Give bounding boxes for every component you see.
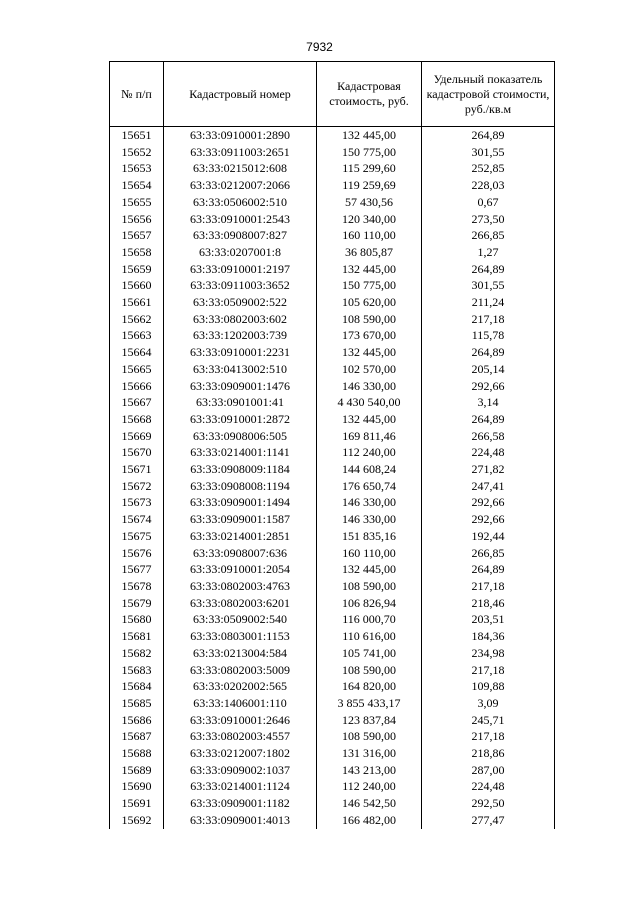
specific-value-cell: 3,09: [422, 695, 555, 712]
cadastral-value-cell: 108 590,00: [317, 311, 422, 328]
table-row: [110, 327, 555, 344]
row-number-cell: 15684: [110, 678, 164, 695]
specific-value-cell: 264,89: [422, 561, 555, 578]
cadastral-value-cell: 160 110,00: [317, 227, 422, 244]
table-row: [110, 194, 555, 211]
cadastral-number-cell: 63:33:0909001:1587: [164, 511, 317, 528]
specific-value-cell: 301,55: [422, 277, 555, 294]
cadastral-number-cell: 63:33:1202003:739: [164, 327, 317, 344]
row-number-cell: 15653: [110, 160, 164, 177]
cadastral-number-cell: 63:33:0911003:2651: [164, 144, 317, 161]
row-number-cell: 15651: [110, 127, 164, 144]
table-row: [110, 712, 555, 729]
table-row: [110, 545, 555, 562]
cadastral-value-cell: 102 570,00: [317, 361, 422, 378]
specific-value-cell: 252,85: [422, 160, 555, 177]
row-number-cell: 15688: [110, 745, 164, 762]
row-number-cell: 15671: [110, 461, 164, 478]
cadastral-number-cell: 63:33:0909001:1476: [164, 378, 317, 395]
cadastral-value-cell: 116 000,70: [317, 611, 422, 628]
cadastral-number-cell: 63:33:0910001:2197: [164, 261, 317, 278]
cadastral-number-cell: 63:33:0202002:565: [164, 678, 317, 695]
specific-value-cell: 292,66: [422, 494, 555, 511]
cadastral-value-cell: 106 826,94: [317, 595, 422, 612]
cadastral-value-cell: 132 445,00: [317, 344, 422, 361]
row-number-cell: 15667: [110, 394, 164, 411]
table-row: [110, 244, 555, 261]
cadastral-value-cell: 146 542,50: [317, 795, 422, 812]
specific-value-cell: 266,58: [422, 428, 555, 445]
table-row: [110, 578, 555, 595]
table-row: [110, 227, 555, 244]
cadastral-value-cell: 132 445,00: [317, 127, 422, 144]
specific-value-cell: 301,55: [422, 144, 555, 161]
specific-value-cell: 192,44: [422, 528, 555, 545]
table-row: [110, 611, 555, 628]
row-number-cell: 15691: [110, 795, 164, 812]
cadastral-table: [109, 61, 555, 829]
row-number-cell: 15664: [110, 344, 164, 361]
table-row: [110, 511, 555, 528]
cadastral-number-cell: 63:33:0214001:2851: [164, 528, 317, 545]
cadastral-number-cell: 63:33:0910001:2872: [164, 411, 317, 428]
cadastral-value-cell: 115 299,60: [317, 160, 422, 177]
specific-value-cell: 3,14: [422, 394, 555, 411]
cadastral-value-cell: 166 482,00: [317, 812, 422, 829]
row-number-cell: 15668: [110, 411, 164, 428]
specific-value-cell: 205,14: [422, 361, 555, 378]
cadastral-value-cell: 108 590,00: [317, 662, 422, 679]
cadastral-number-cell: 63:33:0908009:1184: [164, 461, 317, 478]
specific-value-cell: 1,27: [422, 244, 555, 261]
cadastral-number-cell: 63:33:0413002:510: [164, 361, 317, 378]
cadastral-number-cell: 63:33:0909001:4013: [164, 812, 317, 829]
cadastral-number-cell: 63:33:0214001:1141: [164, 444, 317, 461]
cadastral-value-cell: 123 837,84: [317, 712, 422, 729]
cadastral-value-cell: 173 670,00: [317, 327, 422, 344]
row-number-cell: 15686: [110, 712, 164, 729]
cadastral-number-cell: 63:33:0901001:41: [164, 394, 317, 411]
table-row: [110, 762, 555, 779]
cadastral-number-cell: 63:33:0910001:2890: [164, 127, 317, 144]
specific-value-cell: 109,88: [422, 678, 555, 695]
row-number-cell: 15673: [110, 494, 164, 511]
row-number-cell: 15681: [110, 628, 164, 645]
cadastral-value-cell: 4 430 540,00: [317, 394, 422, 411]
table-row: [110, 795, 555, 812]
cadastral-value-cell: 144 608,24: [317, 461, 422, 478]
row-number-cell: 15652: [110, 144, 164, 161]
row-number-cell: 15689: [110, 762, 164, 779]
cadastral-number-cell: 63:33:0910001:2646: [164, 712, 317, 729]
cadastral-value-cell: 120 340,00: [317, 211, 422, 228]
cadastral-value-cell: 105 741,00: [317, 645, 422, 662]
table-row: [110, 745, 555, 762]
row-number-cell: 15677: [110, 561, 164, 578]
cadastral-value-cell: 131 316,00: [317, 745, 422, 762]
row-number-cell: 15658: [110, 244, 164, 261]
specific-value-cell: 217,18: [422, 578, 555, 595]
table-row: [110, 160, 555, 177]
row-number-cell: 15660: [110, 277, 164, 294]
cadastral-number-cell: 63:33:0910001:2054: [164, 561, 317, 578]
specific-value-cell: 292,66: [422, 378, 555, 395]
cadastral-value-cell: 160 110,00: [317, 545, 422, 562]
table-row: [110, 595, 555, 612]
cadastral-value-cell: 105 620,00: [317, 294, 422, 311]
specific-value-cell: 228,03: [422, 177, 555, 194]
row-number-cell: 15670: [110, 444, 164, 461]
cadastral-number-cell: 63:33:0908008:1194: [164, 478, 317, 495]
row-number-cell: 15674: [110, 511, 164, 528]
cadastral-value-cell: 36 805,87: [317, 244, 422, 261]
row-number-cell: 15656: [110, 211, 164, 228]
row-number-cell: 15682: [110, 645, 164, 662]
row-number-cell: 15692: [110, 812, 164, 829]
cadastral-value-cell: 110 616,00: [317, 628, 422, 645]
table-row: [110, 378, 555, 395]
header-cadastral-value: Кадастровая стоимость, руб.: [317, 62, 422, 127]
table-row: [110, 294, 555, 311]
specific-value-cell: 264,89: [422, 344, 555, 361]
cadastral-value-cell: 112 240,00: [317, 444, 422, 461]
specific-value-cell: 292,50: [422, 795, 555, 812]
cadastral-number-cell: 63:33:1406001:110: [164, 695, 317, 712]
cadastral-value-cell: 119 259,69: [317, 177, 422, 194]
cadastral-value-cell: 164 820,00: [317, 678, 422, 695]
cadastral-number-cell: 63:33:0802003:602: [164, 311, 317, 328]
row-number-cell: 15661: [110, 294, 164, 311]
cadastral-number-cell: 63:33:0908007:636: [164, 545, 317, 562]
cadastral-number-cell: 63:33:0509002:522: [164, 294, 317, 311]
table-row: [110, 211, 555, 228]
row-number-cell: 15685: [110, 695, 164, 712]
cadastral-value-cell: 169 811,46: [317, 428, 422, 445]
cadastral-number-cell: 63:33:0506002:510: [164, 194, 317, 211]
specific-value-cell: 224,48: [422, 444, 555, 461]
specific-value-cell: 217,18: [422, 311, 555, 328]
cadastral-number-cell: 63:33:0908006:505: [164, 428, 317, 445]
row-number-cell: 15675: [110, 528, 164, 545]
table-row: [110, 144, 555, 161]
row-number-cell: 15678: [110, 578, 164, 595]
specific-value-cell: 264,89: [422, 411, 555, 428]
cadastral-value-cell: 132 445,00: [317, 561, 422, 578]
specific-value-cell: 115,78: [422, 327, 555, 344]
table-row: [110, 444, 555, 461]
cadastral-value-cell: 151 835,16: [317, 528, 422, 545]
row-number-cell: 15690: [110, 778, 164, 795]
header-cadastral-number: Кадастровый номер: [164, 62, 317, 127]
table-row: [110, 261, 555, 278]
cadastral-number-cell: 63:33:0910001:2231: [164, 344, 317, 361]
cadastral-number-cell: 63:33:0803001:1153: [164, 628, 317, 645]
header-specific-value: Удельный показатель кадастровой стоимости, руб./кв.м: [422, 62, 555, 127]
row-number-cell: 15659: [110, 261, 164, 278]
specific-value-cell: 287,00: [422, 762, 555, 779]
row-number-cell: 15683: [110, 662, 164, 679]
row-number-cell: 15654: [110, 177, 164, 194]
specific-value-cell: 271,82: [422, 461, 555, 478]
cadastral-number-cell: 63:33:0909001:1182: [164, 795, 317, 812]
cadastral-number-cell: 63:33:0215012:608: [164, 160, 317, 177]
row-number-cell: 15680: [110, 611, 164, 628]
table-row: [110, 778, 555, 795]
table-header: [110, 62, 555, 127]
specific-value-cell: 292,66: [422, 511, 555, 528]
table-row: [110, 394, 555, 411]
table-row: [110, 311, 555, 328]
cadastral-value-cell: 176 650,74: [317, 478, 422, 495]
specific-value-cell: 273,50: [422, 211, 555, 228]
cadastral-number-cell: 63:33:0509002:540: [164, 611, 317, 628]
cadastral-value-cell: 108 590,00: [317, 578, 422, 595]
cadastral-value-cell: 150 775,00: [317, 144, 422, 161]
row-number-cell: 15672: [110, 478, 164, 495]
cadastral-number-cell: 63:33:0802003:4557: [164, 728, 317, 745]
cadastral-value-cell: 132 445,00: [317, 261, 422, 278]
row-number-cell: 15655: [110, 194, 164, 211]
specific-value-cell: 247,41: [422, 478, 555, 495]
table-row: [110, 812, 555, 829]
cadastral-number-cell: 63:33:0802003:5009: [164, 662, 317, 679]
table-row: [110, 728, 555, 745]
row-number-cell: 15676: [110, 545, 164, 562]
table-row: [110, 528, 555, 545]
table-row: [110, 678, 555, 695]
header-row-number: № п/п: [110, 62, 164, 127]
table-row: [110, 428, 555, 445]
row-number-cell: 15669: [110, 428, 164, 445]
specific-value-cell: 203,51: [422, 611, 555, 628]
specific-value-cell: 277,47: [422, 812, 555, 829]
specific-value-cell: 234,98: [422, 645, 555, 662]
cadastral-number-cell: 63:33:0909002:1037: [164, 762, 317, 779]
cadastral-value-cell: 112 240,00: [317, 778, 422, 795]
cadastral-value-cell: 146 330,00: [317, 494, 422, 511]
table-row: [110, 662, 555, 679]
specific-value-cell: 266,85: [422, 227, 555, 244]
specific-value-cell: 0,67: [422, 194, 555, 211]
row-number-cell: 15687: [110, 728, 164, 745]
table-row: [110, 494, 555, 511]
cadastral-number-cell: 63:33:0212007:1802: [164, 745, 317, 762]
table-row: [110, 344, 555, 361]
row-number-cell: 15662: [110, 311, 164, 328]
cadastral-value-cell: 146 330,00: [317, 511, 422, 528]
table-row: [110, 478, 555, 495]
cadastral-number-cell: 63:33:0802003:4763: [164, 578, 317, 595]
cadastral-number-cell: 63:33:0908007:827: [164, 227, 317, 244]
specific-value-cell: 264,89: [422, 127, 555, 144]
cadastral-number-cell: 63:33:0909001:1494: [164, 494, 317, 511]
cadastral-number-cell: 63:33:0207001:8: [164, 244, 317, 261]
row-number-cell: 15679: [110, 595, 164, 612]
cadastral-value-cell: 150 775,00: [317, 277, 422, 294]
cadastral-number-cell: 63:33:0212007:2066: [164, 177, 317, 194]
table-row: [110, 695, 555, 712]
cadastral-value-cell: 132 445,00: [317, 411, 422, 428]
cadastral-number-cell: 63:33:0214001:1124: [164, 778, 317, 795]
cadastral-value-cell: 108 590,00: [317, 728, 422, 745]
table-row: [110, 628, 555, 645]
cadastral-value-cell: 143 213,00: [317, 762, 422, 779]
specific-value-cell: 218,46: [422, 595, 555, 612]
table-row: [110, 177, 555, 194]
row-number-cell: 15657: [110, 227, 164, 244]
specific-value-cell: 245,71: [422, 712, 555, 729]
table-row: [110, 277, 555, 294]
specific-value-cell: 211,24: [422, 294, 555, 311]
row-number-cell: 15665: [110, 361, 164, 378]
cadastral-value-cell: 3 855 433,17: [317, 695, 422, 712]
specific-value-cell: 264,89: [422, 261, 555, 278]
cadastral-value-cell: 57 430,56: [317, 194, 422, 211]
specific-value-cell: 184,36: [422, 628, 555, 645]
cadastral-number-cell: 63:33:0910001:2543: [164, 211, 317, 228]
specific-value-cell: 266,85: [422, 545, 555, 562]
specific-value-cell: 217,18: [422, 662, 555, 679]
table-row: [110, 461, 555, 478]
specific-value-cell: 218,86: [422, 745, 555, 762]
table-body: [110, 127, 555, 829]
page-number: 7932: [306, 40, 333, 54]
cadastral-value-cell: 146 330,00: [317, 378, 422, 395]
specific-value-cell: 224,48: [422, 778, 555, 795]
cadastral-number-cell: 63:33:0911003:3652: [164, 277, 317, 294]
table-row: [110, 411, 555, 428]
table-row: [110, 361, 555, 378]
row-number-cell: 15663: [110, 327, 164, 344]
table-row: [110, 645, 555, 662]
table-row: [110, 127, 555, 144]
table-row: [110, 561, 555, 578]
cadastral-number-cell: 63:33:0213004:584: [164, 645, 317, 662]
row-number-cell: 15666: [110, 378, 164, 395]
cadastral-number-cell: 63:33:0802003:6201: [164, 595, 317, 612]
specific-value-cell: 217,18: [422, 728, 555, 745]
